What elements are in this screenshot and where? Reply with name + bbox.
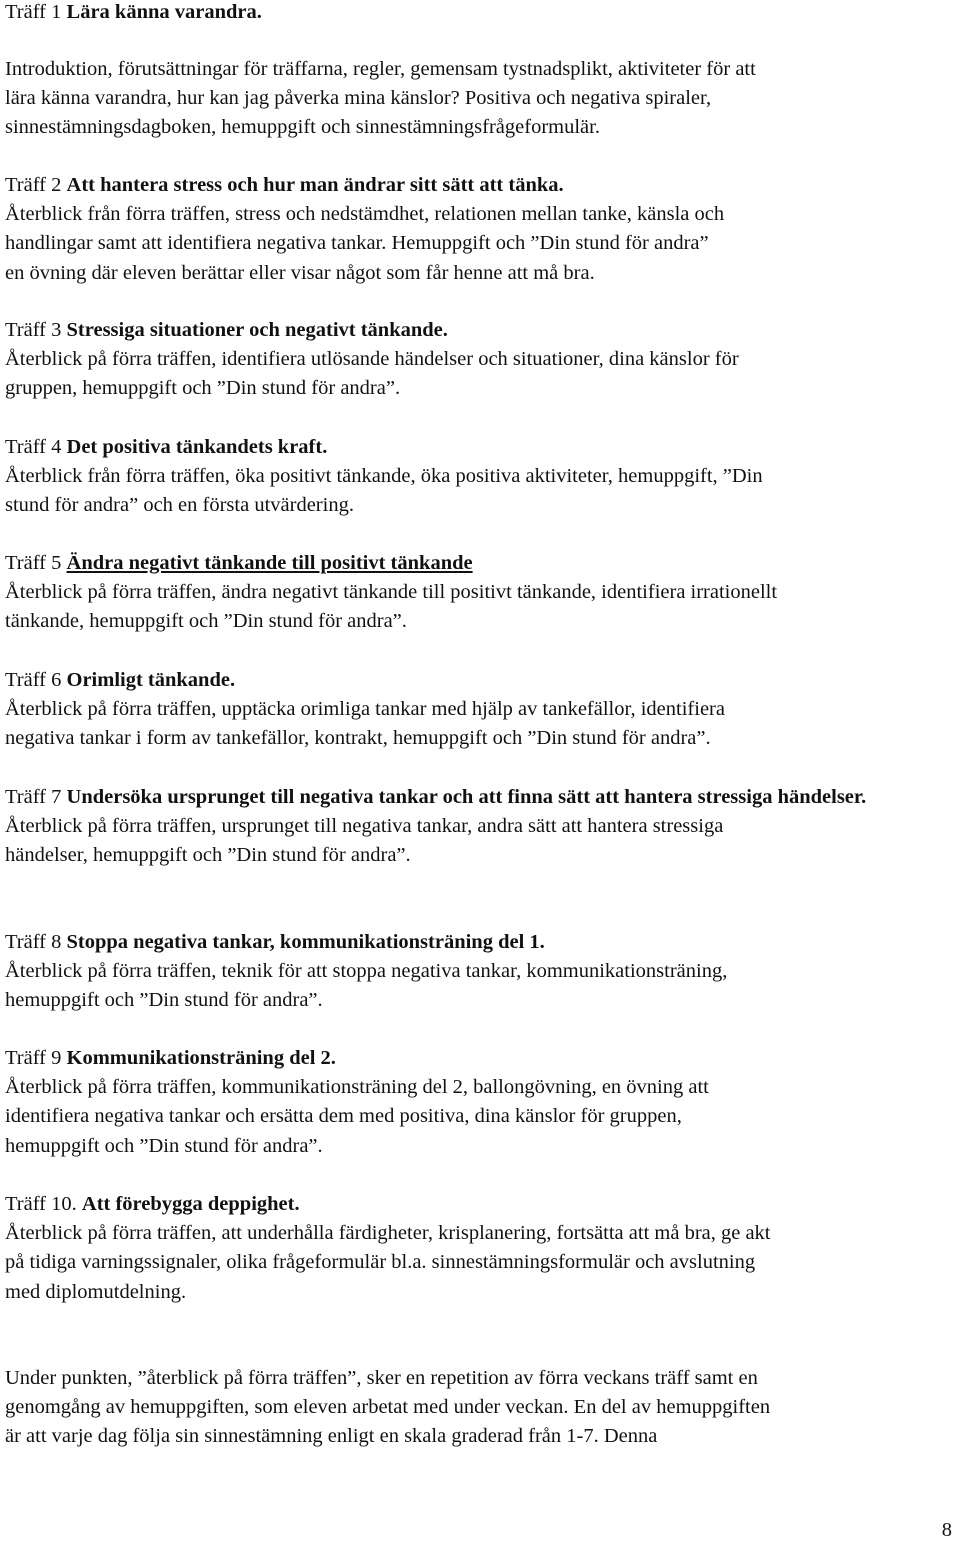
session-title: Lära känna varandra. xyxy=(66,1,262,23)
session-heading xyxy=(5,783,957,812)
session-text-line: identifiera negativa tankar och ersätta dem med positiva, dina känslor för gruppen, xyxy=(5,1105,682,1128)
session-text-line: hemuppgift och ”Din stund för andra”. xyxy=(5,989,323,1012)
session-title: Stressiga situationer och negativt tänkande. xyxy=(66,319,448,341)
session-text-line: Återblick från förra träffen, stress och nedstämdhet, relationen mellan tanke, känsla och xyxy=(5,203,725,226)
session-text-line: Återblick på förra träffen, kommunikationsträning del 2, ballongövning, en övning att xyxy=(5,1076,709,1099)
session-prefix: Träff 1 xyxy=(5,1,62,23)
session-text-line: Återblick på förra träffen, identifiera utlösande händelser och situationer, dina känslor för xyxy=(5,348,739,371)
session-text-line: gruppen, hemuppgift och ”Din stund för andra”. xyxy=(5,377,401,400)
session-heading xyxy=(5,1044,709,1073)
session-prefix: Träff 8 xyxy=(5,931,62,953)
session-heading xyxy=(5,0,262,27)
session-heading xyxy=(5,928,727,957)
session-text-line: lära känna varandra, hur kan jag påverka mina känslor? Positiva och negativa spiraler, xyxy=(5,87,712,110)
session-1-body xyxy=(5,55,756,143)
session-text-line: Återblick på förra träffen, teknik för att stoppa negativa tankar, kommunikationsträning, xyxy=(5,960,728,983)
session-text-line: Återblick på förra träffen, ändra negativt tänkande till positivt tänkande, identifiera irrationellt xyxy=(5,581,778,604)
closing-paragraph xyxy=(5,1364,770,1452)
session-8 xyxy=(5,928,727,1016)
session-text-line: Återblick från förra träffen, öka positivt tänkande, öka positiva aktiviteter, hemuppgift, ”Din xyxy=(5,465,763,488)
closing-text-line: är att varje dag följa sin sinnestämning enligt en skala graderad från 1-7. Denna xyxy=(5,1425,658,1448)
session-prefix: Träff 10. xyxy=(5,1193,77,1215)
session-4 xyxy=(5,433,763,521)
session-text-line: hemuppgift och ”Din stund för andra”. xyxy=(5,1134,323,1157)
closing-text-line: Under punkten, ”återblick på förra träffen”, sker en repetition av förra veckans träff samt en xyxy=(5,1367,758,1389)
session-title: Att hantera stress och hur man ändrar sitt sätt att tänka. xyxy=(66,174,564,196)
session-1 xyxy=(5,0,262,27)
session-title: Undersöka ursprunget till negativa tankar och att finna sätt att hantera stressiga händelser. xyxy=(66,786,867,808)
session-2 xyxy=(5,171,724,288)
session-prefix: Träff 9 xyxy=(5,1047,62,1069)
session-text-line: negativa tankar i form av tankefällor, kontrakt, hemuppgift och ”Din stund för andra”. xyxy=(5,727,711,750)
session-prefix: Träff 3 xyxy=(5,319,62,341)
session-heading xyxy=(5,316,739,345)
session-6 xyxy=(5,666,725,754)
session-title: Kommunikationsträning del 2. xyxy=(66,1047,336,1069)
session-text-line: Återblick på förra träffen, ursprunget till negativa tankar, andra sätt att hantera stressiga xyxy=(5,815,724,838)
session-text-line: Introduktion, förutsättningar för träffarna, regler, gemensam tystnadsplikt, aktiviteter för att xyxy=(5,58,756,80)
session-title: Att förebygga deppighet. xyxy=(81,1193,300,1215)
session-5 xyxy=(5,549,777,637)
session-text-line: sinnestämningsdagboken, hemuppgift och sinnestämningsfrågeformulär. xyxy=(5,116,600,139)
session-10 xyxy=(5,1190,771,1307)
session-7 xyxy=(5,783,957,871)
session-3 xyxy=(5,316,739,404)
session-text-line: en övning där eleven berättar eller visar något som får henne att må bra. xyxy=(5,261,595,284)
session-prefix: Träff 5 xyxy=(5,552,62,574)
session-prefix: Träff 6 xyxy=(5,669,62,691)
session-text-line: stund för andra” och en första utvärdering. xyxy=(5,494,354,517)
session-text-line: på tidiga varningssignaler, olika frågeformulär bl.a. sinnestämningsformulär och avslutning xyxy=(5,1251,756,1274)
session-text-line: med diplomutdelning. xyxy=(5,1280,187,1303)
session-text-line: Återblick på förra träffen, att underhålla färdigheter, krisplanering, fortsätta att må bra, ge akt xyxy=(5,1222,771,1245)
session-9 xyxy=(5,1044,709,1161)
session-text-line: Återblick på förra träffen, upptäcka orimliga tankar med hjälp av tankefällor, identifiera xyxy=(5,698,725,721)
session-prefix: Träff 7 xyxy=(5,786,62,808)
closing-text-line: genomgång av hemuppgiften, som eleven arbetat med under veckan. En del av hemuppgiften xyxy=(5,1396,771,1419)
session-heading xyxy=(5,1190,771,1219)
session-heading xyxy=(5,549,777,578)
session-heading xyxy=(5,433,763,462)
session-text-line: handlingar samt att identifiera negativa tankar. Hemuppgift och ”Din stund för andra” xyxy=(5,232,709,255)
session-title: Stoppa negativa tankar, kommunikationsträning del 1. xyxy=(66,931,545,953)
session-prefix: Träff 2 xyxy=(5,174,62,196)
page-number: 8 xyxy=(941,1519,952,1541)
session-title: Det positiva tänkandets kraft. xyxy=(66,436,328,458)
session-text-line: tänkande, hemuppgift och ”Din stund för andra”. xyxy=(5,610,407,633)
session-heading xyxy=(5,171,724,200)
session-prefix: Träff 4 xyxy=(5,436,62,458)
session-title: Ändra negativt tänkande till positivt tänkande xyxy=(66,552,473,574)
session-heading xyxy=(5,666,725,695)
session-text-line: händelser, hemuppgift och ”Din stund för andra”. xyxy=(5,844,411,867)
session-title: Orimligt tänkande. xyxy=(66,669,236,691)
